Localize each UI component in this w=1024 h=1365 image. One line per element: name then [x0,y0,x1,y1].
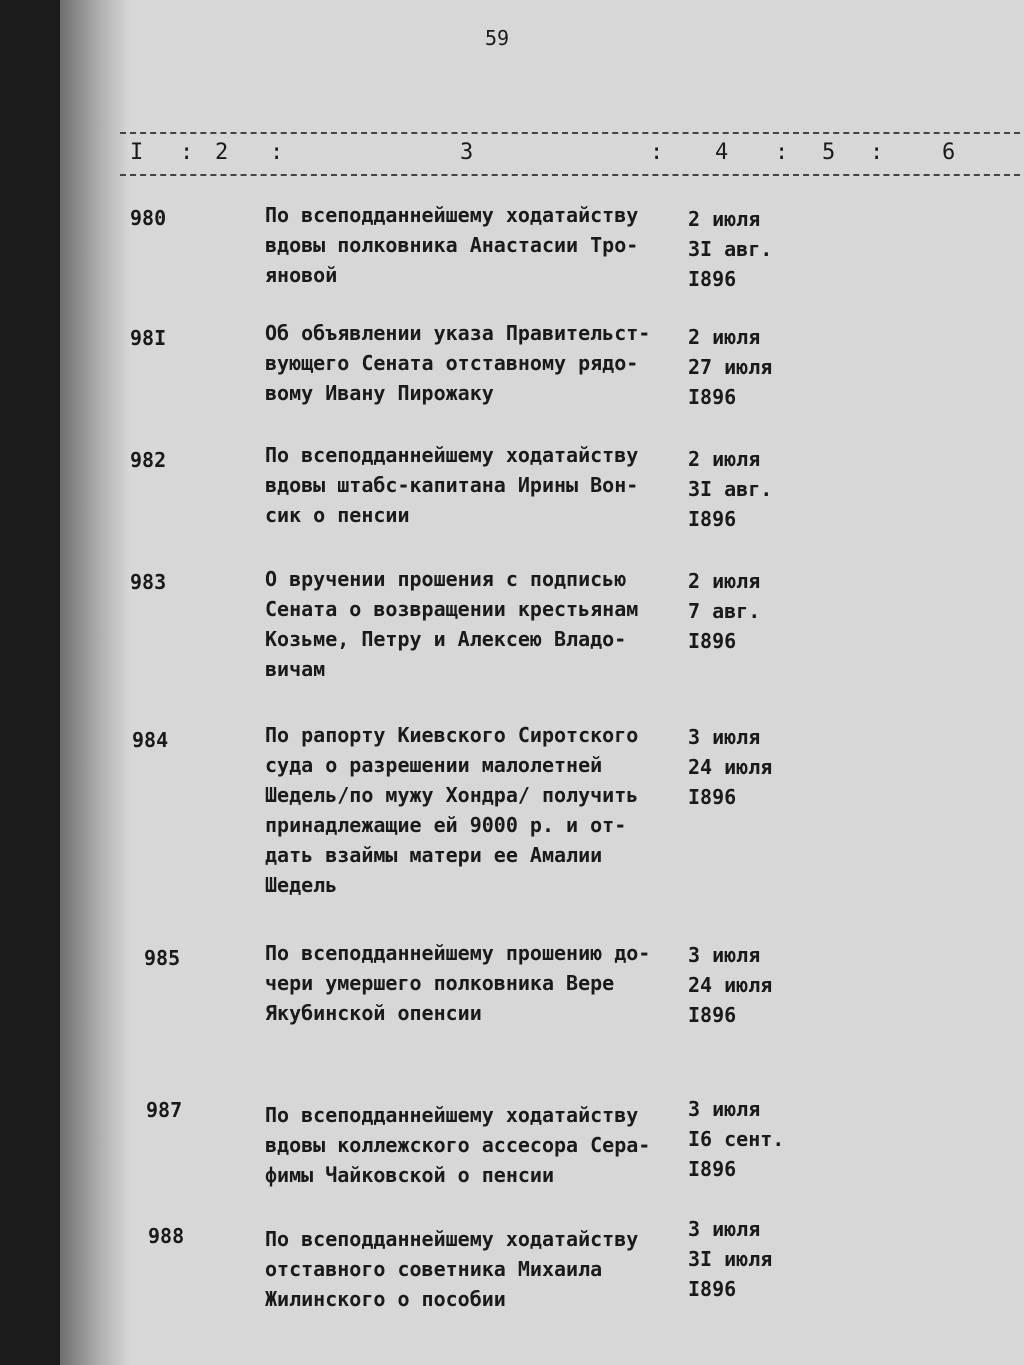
binding-shadow [60,0,130,1365]
entry-description: По всеподданнейшему ходатайству отставного советника Михаила Жилинского о пособии [265,1227,639,1311]
entry-dates: 2 июля 7 авг. I896 [688,569,761,653]
column-separator: : [870,140,884,165]
entry-description: По всеподданнейшему ходатайству вдовы полковника Анастасии Тро- яновой [265,203,639,287]
entry-dates: 2 июля 3I авг. I896 [688,207,773,291]
column-header-5: 5 [822,140,836,165]
entry-number: 988 [148,1224,185,1248]
column-header-3: 3 [460,140,474,165]
entry-dates: 3 июля 24 июля I896 [688,943,773,1027]
column-header-row [120,132,1020,176]
entry-description: Об объявлении указа Правительст- вующего Сената отставному рядо- вому Ивану Пирожаку [265,321,651,405]
column-separator: : [270,140,284,165]
entry-description: По рапорту Киевского Сиротского суда о разрешении малолетней Шедель/по мужу Хондра/ получить принадлежащие ей 9000 р. и от- дать взаймы матери ее Амалии Шедель [265,723,639,897]
entry-number: 98I [130,326,167,350]
entry-number: 985 [144,946,181,970]
entry-number: 982 [130,448,167,472]
entry-dates: 3 июля 3I июля I896 [688,1217,773,1301]
column-separator: : [775,140,789,165]
entry-description: По всеподданнейшему ходатайству вдовы коллежского ассесора Сера- фимы Чайковской о пенсии [265,1103,651,1187]
entry-number: 984 [132,728,169,752]
entry-dates: 2 июля 3I авг. I896 [688,447,773,531]
column-header-4: 4 [715,140,729,165]
page-number: 59 [485,26,510,50]
entry-dates: 2 июля 27 июля I896 [688,325,773,409]
column-header-1: I [130,140,144,165]
entry-number: 980 [130,206,167,230]
document-page [60,0,1024,1365]
entry-description: По всеподданнейшему ходатайству вдовы штабс-капитана Ирины Вон- сик о пенсии [265,443,639,527]
entry-number: 987 [146,1098,183,1122]
entry-dates: 3 июля 24 июля I896 [688,725,773,809]
entry-dates: 3 июля I6 сент. I896 [688,1097,785,1181]
entry-description: О вручении прошения с подписью Сената о возвращении крестьянам Козьме, Петру и Алексею Владо- вичам [265,567,639,681]
entry-description: По всеподданнейшему прошению до- чери умершего полковника Вере Якубинской опенсии [265,941,651,1025]
column-separator: : [650,140,664,165]
column-header-6: 6 [942,140,956,165]
column-header-2: 2 [215,140,229,165]
column-separator: : [180,140,194,165]
entry-number: 983 [130,570,167,594]
